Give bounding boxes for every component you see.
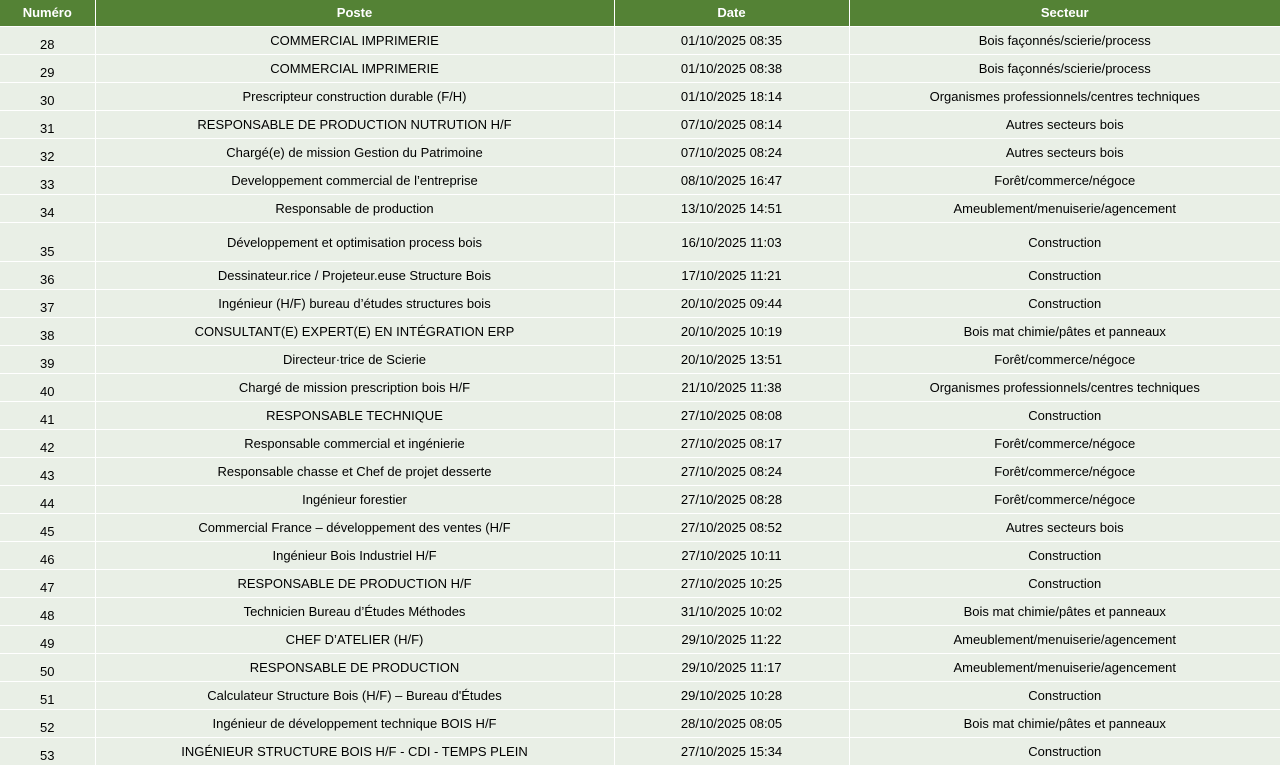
cell-secteur[interactable]: Ameublement/menuiserie/agencement xyxy=(849,654,1280,682)
header-secteur[interactable]: Secteur xyxy=(849,0,1280,27)
cell-secteur[interactable]: Bois mat chimie/pâtes et panneaux xyxy=(849,318,1280,346)
cell-secteur[interactable]: Forêt/commerce/négoce xyxy=(849,430,1280,458)
cell-poste[interactable]: Technicien Bureau d’Études Méthodes xyxy=(95,598,614,626)
cell-poste[interactable]: Prescripteur construction durable (F/H) xyxy=(95,83,614,111)
cell-secteur[interactable]: Construction xyxy=(849,682,1280,710)
table-row[interactable] xyxy=(0,402,1280,430)
cell-poste[interactable]: INGÉNIEUR STRUCTURE BOIS H/F - CDI - TEMPS PLEIN xyxy=(95,738,614,766)
header-date[interactable]: Date xyxy=(614,0,849,27)
cell-poste[interactable]: Dessinateur.rice / Projeteur.euse Structure Bois xyxy=(95,262,614,290)
cell-date[interactable]: 16/10/2025 11:03 xyxy=(614,223,849,262)
cell-poste[interactable]: RESPONSABLE DE PRODUCTION xyxy=(95,654,614,682)
cell-secteur[interactable]: Construction xyxy=(849,223,1280,262)
cell-numero[interactable]: 39 xyxy=(0,346,95,374)
cell-date[interactable]: 20/10/2025 09:44 xyxy=(614,290,849,318)
cell-numero[interactable]: 37 xyxy=(0,290,95,318)
table-row[interactable] xyxy=(0,318,1280,346)
cell-numero[interactable]: 28 xyxy=(0,27,95,55)
cell-poste[interactable]: Chargé(e) de mission Gestion du Patrimoine xyxy=(95,139,614,167)
cell-poste[interactable]: COMMERCIAL IMPRIMERIE xyxy=(95,55,614,83)
cell-secteur[interactable]: Autres secteurs bois xyxy=(849,111,1280,139)
cell-secteur[interactable]: Organismes professionnels/centres techniques xyxy=(849,83,1280,111)
cell-secteur[interactable]: Construction xyxy=(849,570,1280,598)
table-row[interactable] xyxy=(0,710,1280,738)
cell-secteur[interactable]: Autres secteurs bois xyxy=(849,514,1280,542)
table-row[interactable] xyxy=(0,27,1280,55)
cell-numero[interactable]: 51 xyxy=(0,682,95,710)
table-row[interactable] xyxy=(0,570,1280,598)
cell-numero[interactable]: 36 xyxy=(0,262,95,290)
cell-date[interactable]: 29/10/2025 11:17 xyxy=(614,654,849,682)
table-row[interactable] xyxy=(0,654,1280,682)
cell-poste[interactable]: RESPONSABLE DE PRODUCTION NUTRUTION H/F xyxy=(95,111,614,139)
cell-secteur[interactable]: Construction xyxy=(849,738,1280,766)
cell-date[interactable]: 08/10/2025 16:47 xyxy=(614,167,849,195)
cell-date[interactable]: 27/10/2025 08:17 xyxy=(614,430,849,458)
cell-date[interactable]: 31/10/2025 10:02 xyxy=(614,598,849,626)
cell-numero[interactable]: 52 xyxy=(0,710,95,738)
cell-secteur[interactable]: Construction xyxy=(849,542,1280,570)
cell-poste[interactable]: Directeur·trice de Scierie xyxy=(95,346,614,374)
header-row xyxy=(0,0,1280,27)
cell-secteur[interactable]: Ameublement/menuiserie/agencement xyxy=(849,626,1280,654)
cell-poste[interactable]: RESPONSABLE DE PRODUCTION H/F xyxy=(95,570,614,598)
cell-poste[interactable]: CONSULTANT(E) EXPERT(E) EN INTÉGRATION ERP xyxy=(95,318,614,346)
table-row[interactable] xyxy=(0,167,1280,195)
cell-secteur[interactable]: Construction xyxy=(849,262,1280,290)
cell-poste[interactable]: Ingénieur Bois Industriel H/F xyxy=(95,542,614,570)
cell-date[interactable]: 01/10/2025 18:14 xyxy=(614,83,849,111)
cell-date[interactable]: 27/10/2025 08:24 xyxy=(614,458,849,486)
cell-secteur[interactable]: Bois mat chimie/pâtes et panneaux xyxy=(849,710,1280,738)
cell-date[interactable]: 27/10/2025 10:25 xyxy=(614,570,849,598)
cell-numero[interactable]: 31 xyxy=(0,111,95,139)
cell-date[interactable]: 20/10/2025 13:51 xyxy=(614,346,849,374)
table-row[interactable] xyxy=(0,111,1280,139)
cell-numero[interactable]: 41 xyxy=(0,402,95,430)
cell-numero[interactable]: 53 xyxy=(0,738,95,766)
cell-date[interactable]: 01/10/2025 08:38 xyxy=(614,55,849,83)
table-row[interactable] xyxy=(0,262,1280,290)
cell-numero[interactable]: 46 xyxy=(0,542,95,570)
cell-date[interactable]: 27/10/2025 08:52 xyxy=(614,514,849,542)
cell-poste[interactable]: CHEF D’ATELIER (H/F) xyxy=(95,626,614,654)
cell-poste[interactable]: RESPONSABLE TECHNIQUE xyxy=(95,402,614,430)
cell-secteur[interactable]: Construction xyxy=(849,402,1280,430)
cell-poste[interactable]: Responsable commercial et ingénierie xyxy=(95,430,614,458)
table-row[interactable] xyxy=(0,598,1280,626)
cell-date[interactable]: 29/10/2025 10:28 xyxy=(614,682,849,710)
cell-secteur[interactable]: Forêt/commerce/négoce xyxy=(849,458,1280,486)
cell-numero[interactable]: 30 xyxy=(0,83,95,111)
cell-date[interactable]: 28/10/2025 08:05 xyxy=(614,710,849,738)
table-row[interactable] xyxy=(0,682,1280,710)
cell-date[interactable]: 27/10/2025 15:34 xyxy=(614,738,849,766)
cell-date[interactable]: 17/10/2025 11:21 xyxy=(614,262,849,290)
table-row[interactable] xyxy=(0,738,1280,766)
cell-secteur[interactable]: Forêt/commerce/négoce xyxy=(849,167,1280,195)
cell-numero[interactable]: 43 xyxy=(0,458,95,486)
cell-poste[interactable]: COMMERCIAL IMPRIMERIE xyxy=(95,27,614,55)
table-row[interactable] xyxy=(0,83,1280,111)
table-row[interactable] xyxy=(0,195,1280,223)
table-row[interactable] xyxy=(0,346,1280,374)
table-row[interactable] xyxy=(0,430,1280,458)
table-row[interactable] xyxy=(0,542,1280,570)
table-row[interactable] xyxy=(0,374,1280,402)
table-row[interactable] xyxy=(0,486,1280,514)
cell-date[interactable]: 27/10/2025 08:28 xyxy=(614,486,849,514)
header-poste[interactable]: Poste xyxy=(95,0,614,27)
table-row[interactable] xyxy=(0,514,1280,542)
cell-secteur[interactable]: Autres secteurs bois xyxy=(849,139,1280,167)
cell-numero[interactable]: 50 xyxy=(0,654,95,682)
cell-poste[interactable]: Commercial France – développement des ventes (H/F xyxy=(95,514,614,542)
cell-numero[interactable]: 48 xyxy=(0,598,95,626)
cell-secteur[interactable]: Ameublement/menuiserie/agencement xyxy=(849,195,1280,223)
table-row[interactable] xyxy=(0,139,1280,167)
cell-numero[interactable]: 38 xyxy=(0,318,95,346)
cell-secteur[interactable]: Forêt/commerce/négoce xyxy=(849,486,1280,514)
cell-numero[interactable]: 47 xyxy=(0,570,95,598)
cell-date[interactable]: 20/10/2025 10:19 xyxy=(614,318,849,346)
cell-secteur[interactable]: Construction xyxy=(849,290,1280,318)
cell-numero[interactable]: 44 xyxy=(0,486,95,514)
table-row[interactable] xyxy=(0,223,1280,262)
table-row[interactable] xyxy=(0,458,1280,486)
cell-secteur[interactable]: Forêt/commerce/négoce xyxy=(849,346,1280,374)
cell-numero[interactable]: 29 xyxy=(0,55,95,83)
cell-secteur[interactable]: Bois façonnés/scierie/process xyxy=(849,27,1280,55)
cell-poste[interactable]: Développement et optimisation process bois xyxy=(95,223,614,262)
cell-numero[interactable]: 34 xyxy=(0,195,95,223)
cell-date[interactable]: 29/10/2025 11:22 xyxy=(614,626,849,654)
cell-numero[interactable]: 49 xyxy=(0,626,95,654)
table-body xyxy=(0,27,1280,766)
cell-numero[interactable]: 35 xyxy=(0,223,95,262)
cell-numero[interactable]: 42 xyxy=(0,430,95,458)
cell-date[interactable]: 07/10/2025 08:24 xyxy=(614,139,849,167)
cell-numero[interactable]: 40 xyxy=(0,374,95,402)
cell-date[interactable]: 27/10/2025 08:08 xyxy=(614,402,849,430)
cell-numero[interactable]: 45 xyxy=(0,514,95,542)
cell-date[interactable]: 13/10/2025 14:51 xyxy=(614,195,849,223)
cell-poste[interactable]: Ingénieur forestier xyxy=(95,486,614,514)
table-row[interactable] xyxy=(0,55,1280,83)
cell-poste[interactable]: Ingénieur (H/F) bureau d’études structures bois xyxy=(95,290,614,318)
cell-secteur[interactable]: Bois mat chimie/pâtes et panneaux xyxy=(849,598,1280,626)
table-row[interactable] xyxy=(0,290,1280,318)
cell-date[interactable]: 27/10/2025 10:11 xyxy=(614,542,849,570)
table-row[interactable] xyxy=(0,626,1280,654)
cell-poste[interactable]: Ingénieur de développement technique BOIS H/F xyxy=(95,710,614,738)
cell-secteur[interactable]: Organismes professionnels/centres techniques xyxy=(849,374,1280,402)
cell-poste[interactable]: Calculateur Structure Bois (H/F) – Bureau d'Études xyxy=(95,682,614,710)
cell-secteur[interactable]: Bois façonnés/scierie/process xyxy=(849,55,1280,83)
cell-poste[interactable]: Responsable de production xyxy=(95,195,614,223)
cell-poste[interactable]: Chargé de mission prescription bois H/F xyxy=(95,374,614,402)
cell-numero[interactable]: 32 xyxy=(0,139,95,167)
cell-date[interactable]: 07/10/2025 08:14 xyxy=(614,111,849,139)
cell-poste[interactable]: Responsable chasse et Chef de projet desserte xyxy=(95,458,614,486)
header-numero[interactable]: Numéro xyxy=(0,0,95,27)
cell-numero[interactable]: 33 xyxy=(0,167,95,195)
table-header xyxy=(0,0,1280,27)
cell-date[interactable]: 21/10/2025 11:38 xyxy=(614,374,849,402)
cell-date[interactable]: 01/10/2025 08:35 xyxy=(614,27,849,55)
cell-poste[interactable]: Developpement commercial de l’entreprise xyxy=(95,167,614,195)
